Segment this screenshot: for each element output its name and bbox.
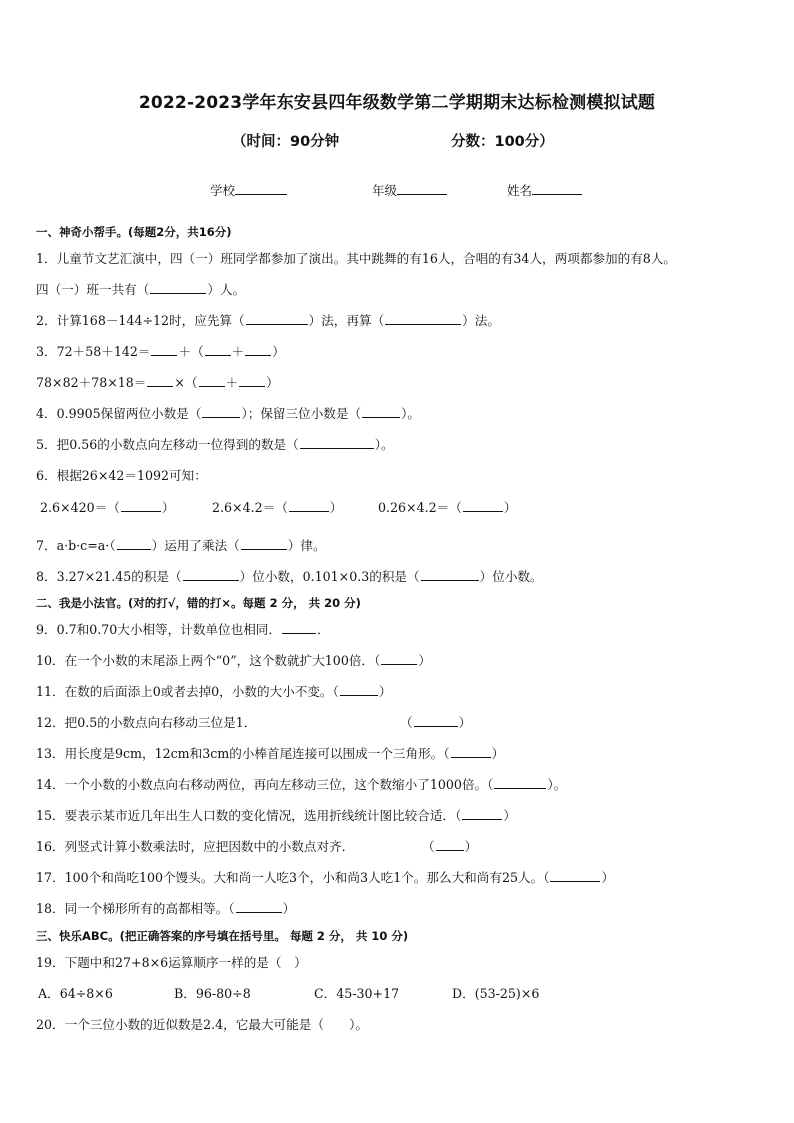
page-title: 2022-2023学年东安县四年级数学第二学期期末达标检测模拟试题 xyxy=(138,93,656,113)
question-16: 16．列竖式计算小数乘法时，应把因数中的小数点对齐． xyxy=(36,839,355,854)
answer-blank[interactable] xyxy=(199,375,225,387)
question-6b: 2.6×4.2＝（ ） xyxy=(212,500,343,515)
question-19: 19．下题中和27+8×6运算顺序一样的是（ ） xyxy=(36,955,307,970)
answer-blank[interactable] xyxy=(289,500,329,512)
question-9: 9．0.7和0.70大小相等，计数单位也相同． ． xyxy=(36,622,330,637)
question-5: 5．把0.56的小数点向左移动一位得到的数是（ ）。 xyxy=(36,437,394,452)
answer-blank[interactable] xyxy=(414,715,458,727)
answer-blank[interactable] xyxy=(463,500,503,512)
answer-blank[interactable] xyxy=(550,870,600,882)
question-3a: 3．72＋58＋142＝ ＋（ ＋ ） xyxy=(36,344,285,359)
answer-blank[interactable] xyxy=(117,538,151,550)
question-15: 15．要表示某市近几年出生人口数的变化情况，选用折线统计图比较合适．（ ） xyxy=(36,808,516,823)
section-3-heading: 三、快乐ABC。(把正确答案的序号填在括号里。 每题 2 分， 共 10 分) xyxy=(36,929,409,943)
question-1: 1．儿童节文艺汇演中，四（一）班同学都参加了演出。其中跳舞的有16人，合唱的有34人，两项都参加的有8人。 xyxy=(36,251,676,266)
question-6a: 2.6×420＝（ ） xyxy=(40,500,175,515)
answer-blank[interactable] xyxy=(245,344,271,356)
answer-blank[interactable] xyxy=(451,746,491,758)
answer-blank[interactable] xyxy=(300,437,374,449)
question-10: 10．在一个小数的末尾添上两个“0”，这个数就扩大100倍．（ ） xyxy=(36,653,431,668)
exam-score: 分数：100分） xyxy=(451,134,554,150)
question-7: 7．a·b·c=a·（ ）运用了乘法（ ）律。 xyxy=(36,538,326,553)
question-6c: 0.26×4.2＝（ ） xyxy=(378,500,517,515)
answer-blank[interactable] xyxy=(436,839,464,851)
question-2: 2．计算168－144÷12时，应先算（ ）法，再算（ ）法。 xyxy=(36,313,500,328)
question-16-answer: （ ） xyxy=(422,839,478,854)
answer-blank[interactable] xyxy=(421,569,479,581)
school-label: 学校 xyxy=(210,183,236,198)
question-12-answer: （ ） xyxy=(400,715,472,730)
section-1-heading: 一、神奇小帮手。(每题2分，共16分) xyxy=(36,225,232,239)
question-11: 11．在数的后面添上0或者去掉0，小数的大小不变。（ ） xyxy=(36,684,392,699)
question-19-option-a[interactable]: A．64÷8×6 xyxy=(38,986,113,1001)
question-8: 8．3.27×21.45的积是（ ）位小数，0.101×0.3的积是（ ）位小数。 xyxy=(36,569,543,584)
question-18: 18．同一个梯形所有的高都相等。（ ） xyxy=(36,901,296,916)
question-14: 14．一个小数的小数点向右移动两位，再向左移动三位，这个数缩小了1000倍。（ ）。 xyxy=(36,777,567,792)
answer-blank[interactable] xyxy=(381,653,417,665)
answer-blank[interactable] xyxy=(385,313,461,325)
question-19-option-b[interactable]: B．96-80÷8 xyxy=(174,986,251,1001)
name-field xyxy=(507,181,582,199)
answer-blank[interactable] xyxy=(362,406,400,418)
question-3b: 78×82＋78×18＝ ×（ ＋ ） xyxy=(36,375,279,390)
question-20: 20．一个三位小数的近似数是2.4，它最大可能是（ ）。 xyxy=(36,1017,369,1032)
question-17: 17．100个和尚吃100个馒头。大和尚一人吃3个，小和尚3人吃1个。那么大和尚有25人。（ ） xyxy=(36,870,615,885)
school-blank[interactable] xyxy=(235,182,287,195)
answer-blank[interactable] xyxy=(494,777,546,789)
question-13: 13．用长度是9cm，12cm和3cm的小棒首尾连接可以围成一个三角形。（ ） xyxy=(36,746,505,761)
answer-blank[interactable] xyxy=(239,375,265,387)
answer-blank[interactable] xyxy=(462,808,502,820)
answer-blank[interactable] xyxy=(205,344,231,356)
grade-blank[interactable] xyxy=(397,182,447,195)
question-19-option-d[interactable]: D．(53-25)×6 xyxy=(452,986,540,1001)
question-4: 4．0.9905保留两位小数是（ ）；保留三位小数是（ ）。 xyxy=(36,406,420,421)
answer-blank[interactable] xyxy=(246,313,308,325)
question-19-option-c[interactable]: C．45-30+17 xyxy=(314,986,400,1001)
answer-blank[interactable] xyxy=(147,375,173,387)
answer-blank[interactable] xyxy=(241,538,287,550)
answer-blank[interactable] xyxy=(340,684,378,696)
grade-field xyxy=(372,181,447,199)
section-2-heading: 二、我是小法官。(对的打√，错的打×。每题 2 分， 共 20 分) xyxy=(36,596,361,610)
answer-blank[interactable] xyxy=(151,344,177,356)
question-1-answer: 四（一）班一共有（ ）人。 xyxy=(36,282,246,297)
grade-label: 年级 xyxy=(372,183,398,198)
name-blank[interactable] xyxy=(532,182,582,195)
question-6: 6．根据26×42＝1092可知： xyxy=(36,468,207,483)
exam-time: （时间：90分钟 xyxy=(232,134,340,150)
answer-blank[interactable] xyxy=(236,901,282,913)
answer-blank[interactable] xyxy=(183,569,239,581)
answer-blank[interactable] xyxy=(282,622,316,634)
name-label: 姓名 xyxy=(507,183,533,198)
answer-blank[interactable] xyxy=(121,500,161,512)
answer-blank[interactable] xyxy=(150,282,206,294)
answer-blank[interactable] xyxy=(202,406,240,418)
question-12: 12．把0.5的小数点向右移动三位是1． xyxy=(36,715,257,730)
school-field xyxy=(210,181,287,199)
